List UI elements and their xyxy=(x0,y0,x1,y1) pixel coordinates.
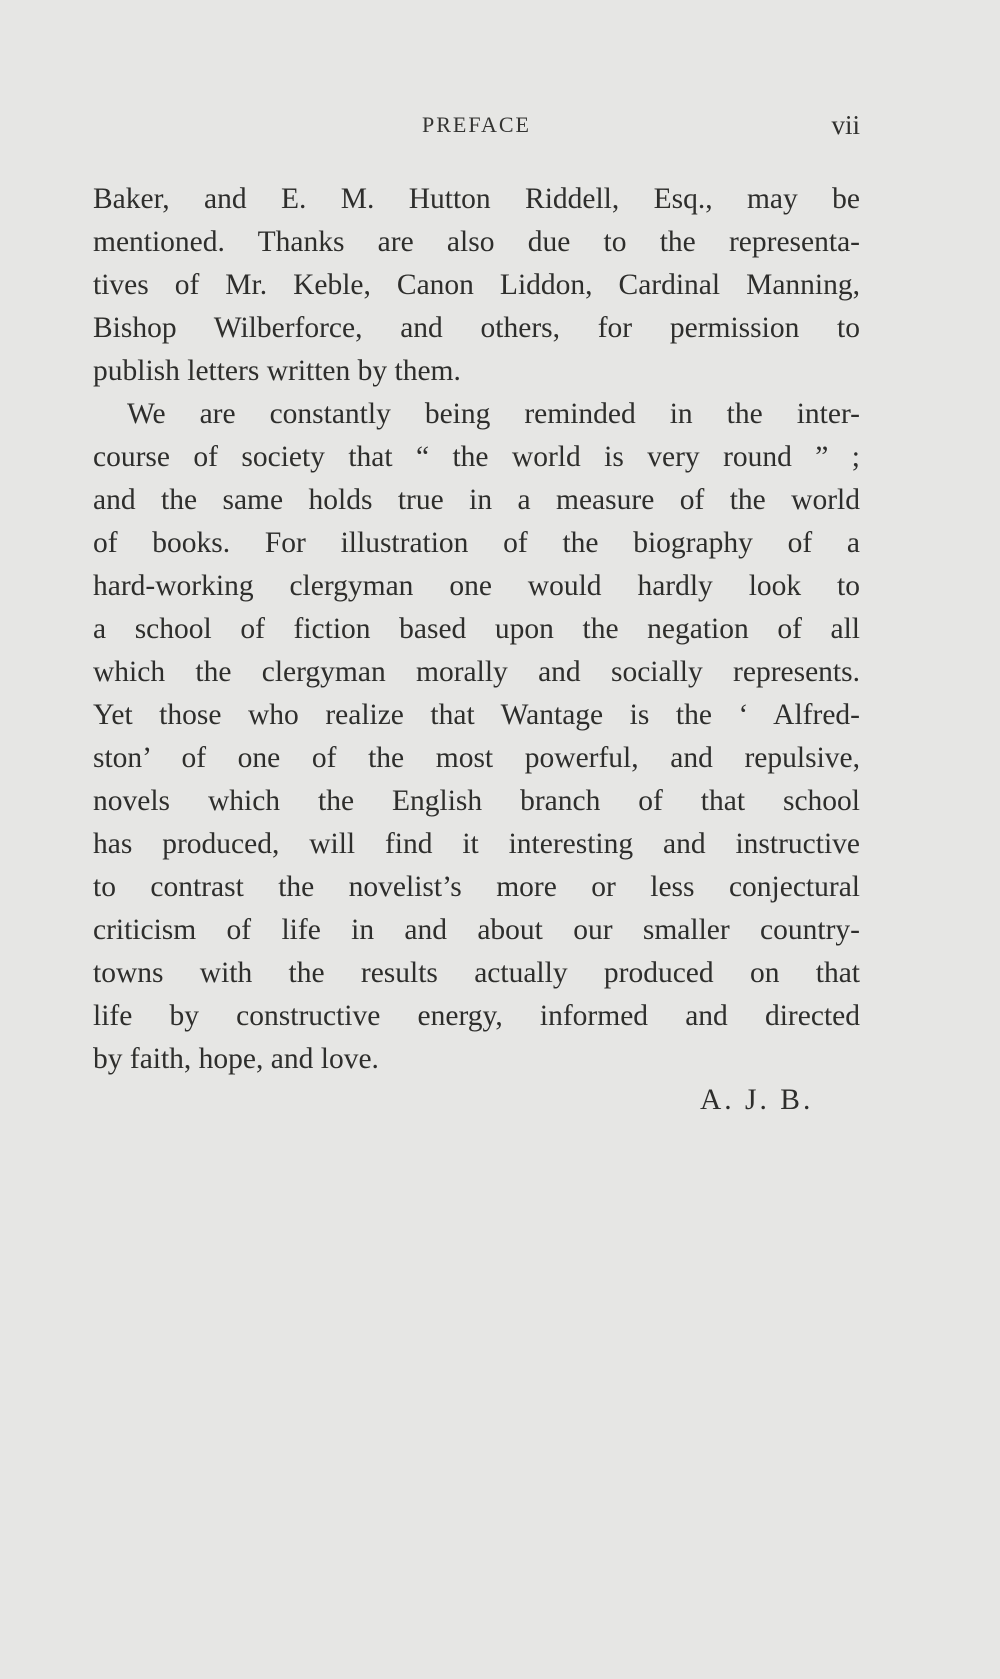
body-text xyxy=(93,178,860,1081)
text-line: course of society that “ the world is very round ” ; xyxy=(93,441,860,473)
text-line: has produced, will find it interesting and instructive xyxy=(93,828,860,860)
text-line: criticism of life in and about our smaller country- xyxy=(93,914,860,946)
text-line: novels which the English branch of that school xyxy=(93,785,860,817)
author-signature: A. J. B. xyxy=(700,1084,814,1116)
text-line: life by constructive energy, informed and directed xyxy=(93,1000,860,1032)
text-line: Baker, and E. M. Hutton Riddell, Esq., may be xyxy=(93,183,860,215)
text-line: Yet those who realize that Wantage is the ‘ Alfred- xyxy=(93,699,860,731)
page-number: vii xyxy=(831,110,860,140)
text-line: We are constantly being reminded in the inter- xyxy=(127,398,860,430)
text-line: towns with the results actually produced on that xyxy=(93,957,860,989)
running-head: PREFACE xyxy=(422,112,531,137)
text-line: which the clergyman morally and socially represents. xyxy=(93,656,860,688)
text-line: hard-working clergyman one would hardly look to xyxy=(93,570,860,602)
text-line: tives of Mr. Keble, Canon Liddon, Cardinal Manning, xyxy=(93,269,860,301)
paragraph-1 xyxy=(93,178,860,393)
text-line: mentioned. Thanks are also due to the representa- xyxy=(93,226,860,258)
text-line: a school of fiction based upon the negation of all xyxy=(93,613,860,645)
text-line: of books. For illustration of the biography of a xyxy=(93,527,860,559)
page-header xyxy=(93,112,860,152)
text-line: to contrast the novelist’s more or less conjectural xyxy=(93,871,860,903)
paragraph-2 xyxy=(93,393,860,1081)
text-line: Bishop Wilberforce, and others, for permission to xyxy=(93,312,860,344)
text-line: and the same holds true in a measure of the world xyxy=(93,484,860,516)
text-line: publish letters written by them. xyxy=(93,355,461,387)
text-line: ston’ of one of the most powerful, and repulsive, xyxy=(93,742,860,774)
text-line: by faith, hope, and love. xyxy=(93,1043,379,1075)
